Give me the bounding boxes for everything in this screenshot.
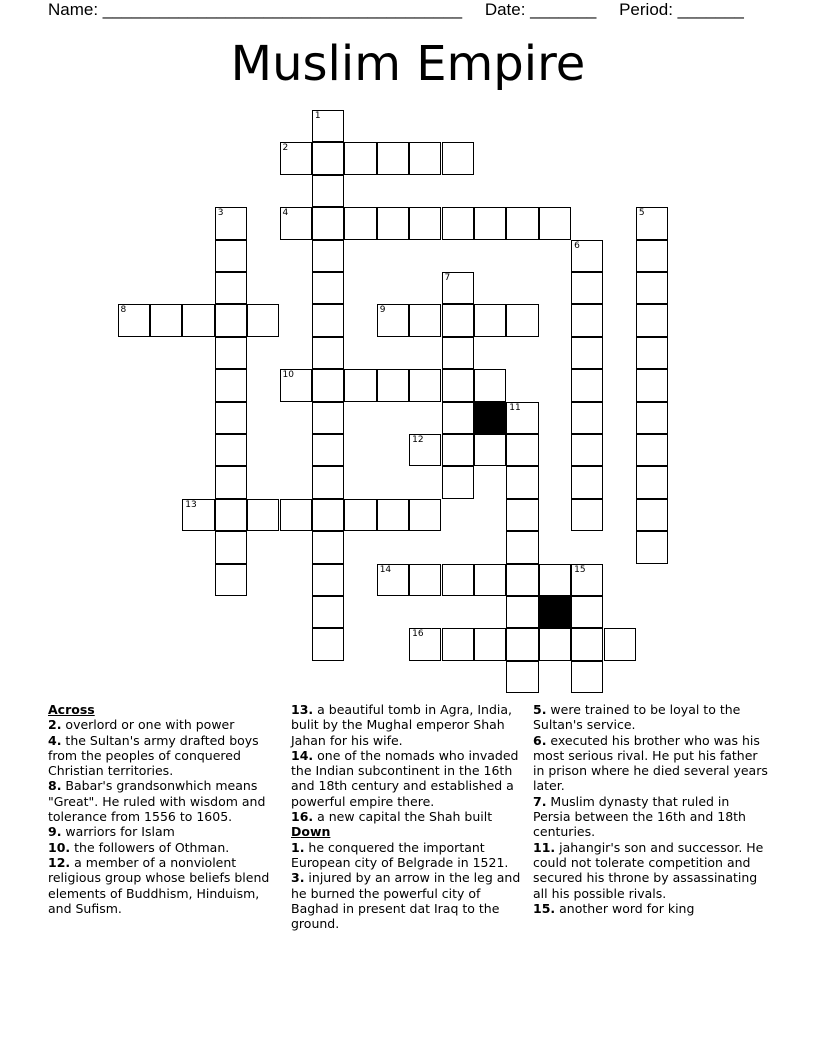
grid-cell[interactable]	[150, 304, 182, 336]
grid-cell[interactable]	[636, 402, 668, 434]
cell-number: 1	[314, 111, 321, 121]
grid-cell[interactable]	[571, 434, 603, 466]
name-field-label: Name: ______________________________________	[48, 0, 463, 19]
across-clue	[291, 748, 527, 809]
grid-cell[interactable]	[442, 337, 474, 369]
grid-cell[interactable]	[312, 304, 344, 336]
clue-text: one of the nomads who invaded the Indian subcontinent in the 16th and 18th century and established a powerful empire there.	[291, 747, 519, 809]
grid-cell[interactable]	[442, 142, 474, 174]
grid-cell[interactable]	[312, 369, 344, 401]
grid-cell[interactable]	[571, 628, 603, 660]
clue-number: 12.	[48, 854, 71, 870]
grid-cell[interactable]	[377, 369, 409, 401]
clue-number: 3.	[291, 870, 305, 886]
period-field-label: Period: _______	[619, 0, 744, 19]
grid-cell[interactable]	[182, 304, 214, 336]
grid-cell[interactable]	[506, 434, 538, 466]
grid-cell[interactable]	[604, 628, 636, 660]
grid-cell[interactable]	[312, 434, 344, 466]
grid-cell[interactable]	[312, 466, 344, 498]
grid-cell[interactable]	[571, 402, 603, 434]
grid-cell[interactable]	[506, 499, 538, 531]
clue-text: warriors for Islam	[61, 824, 175, 840]
across-clue	[291, 702, 527, 748]
grid-cell[interactable]	[506, 466, 538, 498]
grid-cell[interactable]	[312, 207, 344, 239]
grid-cell[interactable]	[636, 337, 668, 369]
grid-cell[interactable]	[409, 434, 441, 466]
date-field-label: Date: _______	[484, 0, 597, 19]
grid-cell[interactable]	[571, 499, 603, 531]
down-clue	[291, 870, 527, 931]
grid-cell[interactable]	[344, 369, 376, 401]
grid-cell[interactable]	[377, 499, 409, 531]
clue-number: 4.	[48, 732, 62, 748]
clue-column-2	[291, 702, 527, 931]
grid-cell[interactable]	[442, 628, 474, 660]
clue-column-3	[533, 702, 769, 916]
grid-cell[interactable]	[215, 531, 247, 563]
grid-cell[interactable]	[442, 272, 474, 304]
grid-cell[interactable]	[409, 142, 441, 174]
grid-cell[interactable]	[506, 304, 538, 336]
clue-number: 1.	[291, 839, 305, 855]
across-clue	[48, 733, 280, 779]
grid-cell[interactable]	[409, 564, 441, 596]
grid-cell[interactable]	[377, 564, 409, 596]
grid-cell[interactable]	[474, 304, 506, 336]
grid-cell[interactable]	[312, 272, 344, 304]
grid-cell[interactable]	[280, 207, 312, 239]
cell-number: 12	[412, 435, 424, 445]
grid-cell[interactable]	[312, 531, 344, 563]
grid-cell[interactable]	[636, 369, 668, 401]
grid-cell[interactable]	[506, 531, 538, 563]
grid-cell[interactable]	[474, 207, 506, 239]
cell-number: 2	[282, 143, 289, 154]
black-cell	[539, 596, 571, 628]
grid-cell[interactable]	[442, 207, 474, 239]
grid-cell[interactable]	[474, 369, 506, 401]
clue-number: 8.	[48, 778, 62, 794]
clue-text: Babar's grandsonwhich means "Great". He ruled with wisdom and tolerance from 1556 to 1605.	[48, 778, 266, 825]
grid-cell[interactable]	[409, 499, 441, 531]
cell-number: 6	[574, 240, 580, 251]
grid-cell[interactable]	[312, 596, 344, 628]
across-clue	[291, 809, 527, 824]
grid-cell[interactable]	[377, 142, 409, 174]
grid-cell[interactable]	[571, 272, 603, 304]
across-clue	[48, 824, 280, 839]
cell-number: 13	[185, 499, 197, 510]
across-clue	[48, 855, 280, 916]
grid-cell[interactable]	[215, 272, 247, 304]
cell-number: 8	[120, 305, 127, 316]
grid-cell[interactable]	[539, 564, 571, 596]
grid-cell[interactable]	[312, 142, 344, 174]
down-clue	[533, 794, 769, 840]
grid-cell[interactable]	[312, 175, 344, 207]
grid-cell[interactable]	[442, 466, 474, 498]
cell-number: 7	[444, 273, 451, 283]
clue-number: 11.	[533, 839, 556, 855]
clue-column-1	[48, 702, 280, 916]
clue-text: the followers of Othman.	[70, 839, 230, 855]
grid-cell[interactable]	[506, 661, 538, 693]
grid-cell[interactable]	[409, 369, 441, 401]
grid-cell[interactable]	[118, 304, 150, 336]
grid-cell[interactable]	[312, 240, 344, 272]
grid-cell[interactable]	[377, 207, 409, 239]
clue-text: jahangir's son and successor. He could not tolerate competition and secured his throne by assassinating all his possible rivals.	[533, 839, 764, 901]
grid-cell[interactable]	[247, 499, 279, 531]
cell-number: 15	[574, 564, 586, 575]
cell-number: 9	[379, 305, 386, 316]
grid-cell[interactable]	[539, 628, 571, 660]
clue-text: a beautiful tomb in Agra, India, bulit by the Mughal emperor Shah Jahan for his wife.	[291, 702, 512, 748]
grid-cell[interactable]	[571, 337, 603, 369]
cell-number: 16	[412, 629, 424, 640]
grid-cell[interactable]	[571, 240, 603, 272]
across-heading: Across	[48, 702, 95, 717]
grid-cell[interactable]	[215, 207, 247, 239]
grid-cell[interactable]	[247, 304, 279, 336]
clue-number: 7.	[533, 793, 547, 809]
clue-number: 6.	[533, 732, 547, 748]
cell-number: 10	[282, 370, 294, 381]
cell-number: 14	[379, 564, 392, 575]
grid-cell[interactable]	[539, 207, 571, 239]
grid-cell[interactable]	[409, 628, 441, 660]
clue-number: 2.	[48, 717, 62, 733]
cell-number: 5	[638, 208, 645, 219]
down-clue	[291, 840, 527, 871]
grid-cell[interactable]	[312, 402, 344, 434]
clue-number: 10.	[48, 839, 71, 855]
clue-text: were trained to be loyal to the Sultan's service.	[533, 702, 741, 733]
across-clue	[48, 778, 280, 824]
grid-cell[interactable]	[474, 628, 506, 660]
grid-cell[interactable]	[506, 628, 538, 660]
page-title: Muslim Empire	[230, 36, 586, 92]
grid-cell[interactable]	[215, 240, 247, 272]
grid-cell[interactable]	[571, 564, 603, 596]
grid-cell[interactable]	[636, 434, 668, 466]
grid-cell[interactable]	[215, 337, 247, 369]
grid-cell[interactable]	[312, 110, 344, 142]
clue-text: overlord or one with power	[61, 717, 235, 733]
grid-cell[interactable]	[215, 304, 247, 336]
grid-cell[interactable]	[344, 499, 376, 531]
down-clue	[533, 733, 769, 794]
grid-cell[interactable]	[312, 628, 344, 660]
grid-cell[interactable]	[636, 207, 668, 239]
cell-number: 3	[217, 208, 224, 219]
grid-cell[interactable]	[442, 402, 474, 434]
grid-cell[interactable]	[312, 499, 344, 531]
grid-cell[interactable]	[571, 466, 603, 498]
grid-cell[interactable]	[636, 531, 668, 563]
grid-cell[interactable]	[312, 337, 344, 369]
grid-cell[interactable]	[506, 207, 538, 239]
clue-number: 9.	[48, 824, 62, 840]
down-heading: Down	[291, 824, 331, 840]
grid-cell[interactable]	[442, 434, 474, 466]
grid-cell[interactable]	[215, 434, 247, 466]
grid-cell[interactable]	[636, 272, 668, 304]
clue-text: he conquered the important European city of Belgrade in 1521.	[291, 839, 509, 870]
cell-number: 11	[509, 402, 521, 413]
grid-cell[interactable]	[377, 304, 409, 336]
grid-cell[interactable]	[182, 499, 214, 531]
grid-cell[interactable]	[636, 499, 668, 531]
clue-text: Muslim dynasty that ruled in Persia between the 16th and 18th centuries.	[533, 793, 746, 840]
clue-number: 15.	[533, 900, 556, 916]
grid-cell[interactable]	[506, 564, 538, 596]
grid-cell[interactable]	[280, 369, 312, 401]
grid-cell[interactable]	[215, 466, 247, 498]
grid-cell[interactable]	[344, 207, 376, 239]
clue-number: 14.	[291, 747, 314, 763]
grid-cell[interactable]	[215, 369, 247, 401]
clue-text: a member of a nonviolent religious group whose beliefs blend elements of Buddhism, Hinduism, and Sufism.	[48, 854, 270, 916]
clue-number: 5.	[533, 702, 547, 717]
grid-cell[interactable]	[474, 434, 506, 466]
grid-cell[interactable]	[344, 142, 376, 174]
grid-cell[interactable]	[506, 596, 538, 628]
grid-cell[interactable]	[636, 466, 668, 498]
grid-cell[interactable]	[506, 402, 538, 434]
grid-cell[interactable]	[571, 661, 603, 693]
grid-cell[interactable]	[474, 564, 506, 596]
grid-cell[interactable]	[409, 207, 441, 239]
across-clue	[48, 840, 280, 855]
grid-cell[interactable]	[215, 564, 247, 596]
down-clue	[533, 901, 769, 916]
grid-cell[interactable]	[280, 499, 312, 531]
grid-cell[interactable]	[442, 564, 474, 596]
clue-text: executed his brother who was his most serious rival. He put his father in prison where he died several years later.	[533, 732, 768, 794]
grid-cell[interactable]	[571, 596, 603, 628]
grid-cell[interactable]	[442, 304, 474, 336]
clue-text: injured by an arrow in the leg and he burned the powerful city of Baghad in present dat Iraq to the ground.	[291, 870, 521, 932]
clue-number: 16.	[291, 809, 314, 825]
black-cell	[474, 402, 506, 434]
clue-text: another word for king	[555, 900, 695, 916]
grid-cell[interactable]	[215, 499, 247, 531]
down-clue	[533, 840, 769, 901]
grid-cell[interactable]	[442, 369, 474, 401]
clue-text: a new capital the Shah built	[313, 809, 493, 825]
cell-number: 4	[282, 208, 289, 219]
grid-cell[interactable]	[636, 304, 668, 336]
down-clue	[533, 702, 769, 733]
grid-cell[interactable]	[571, 369, 603, 401]
grid-cell[interactable]	[280, 142, 312, 174]
clue-text: the Sultan's army drafted boys from the peoples of conquered Christian territories.	[48, 732, 259, 779]
grid-cell[interactable]	[571, 304, 603, 336]
clue-number: 13.	[291, 702, 314, 717]
across-clue	[48, 717, 280, 732]
grid-cell[interactable]	[312, 564, 344, 596]
grid-cell[interactable]	[409, 304, 441, 336]
grid-cell[interactable]	[636, 240, 668, 272]
grid-cell[interactable]	[215, 402, 247, 434]
